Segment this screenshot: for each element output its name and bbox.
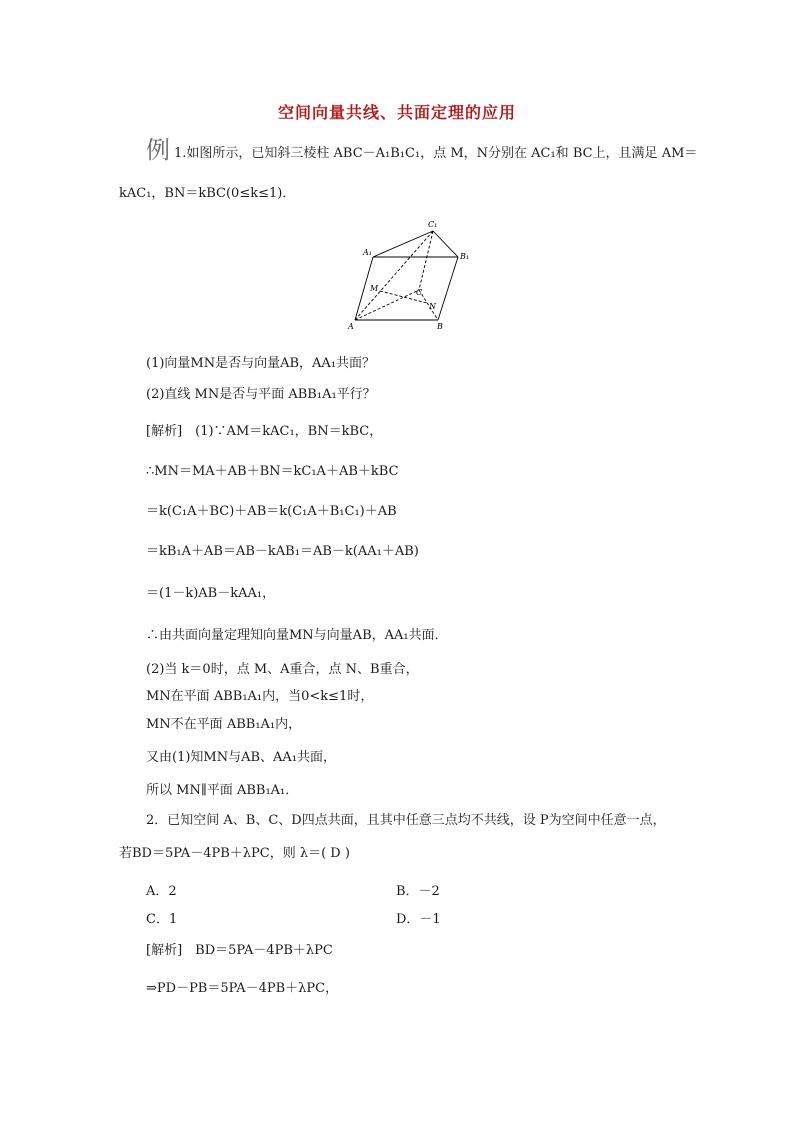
q1-part1: (1)向量MN是否与向量AB，AA₁共面？ [146,356,376,371]
solution1-line: MN不在平面 ABB₁A₁内， [146,717,302,732]
solution1-line: (2)当 k＝0时，点 M、A重合，点 N、B重合， [146,662,419,677]
solution1-line: ∴由共面向量定理知向量MN与向量AB，AA₁共面． [146,628,448,643]
solution1-line: ＝k(C₁A＋BC)＋AB＝k(C₁A＋B₁C₁)＋AB [146,504,397,519]
solution1-line: ∴MN＝MA＋AB＋BN＝kC₁A＋AB＋kBC [146,464,399,479]
solution1-line: MN在平面 ABB₁A₁内，当0<k≤1时， [146,689,374,704]
label-B: B [437,322,443,331]
label-C: C [416,288,423,297]
label-M: M [370,284,379,293]
option-d: D．－1 [396,912,441,927]
label-A: A [348,322,354,331]
option-a: A．2 [146,884,177,899]
solution1-line: [解析] (1)∵AM＝kAC₁，BN＝kBC， [146,424,383,439]
q1-part2: (2)直线 MN是否与平面 ABB₁A₁平行？ [146,387,376,402]
solution2-line: [解析] BD＝5PA－4PB＋λPC [146,943,333,958]
option-b: B．－2 [396,884,440,899]
solution1-line: 又由(1)知MN与AB、AA₁共面， [146,750,337,765]
q1-line1: 1.如图所示，已知斜三棱柱 ABC－A₁B₁C₁，点 M，N分别在 AC₁和 BC上，且满足 AM＝ [174,146,698,161]
q2-line2: 若BD＝5PA－4PB＋λPC，则 λ＝( D ) [119,846,350,861]
solution2-line: ⇒PD－PB＝5PA－4PB＋λPC， [146,981,339,996]
prism-figure [343,215,470,335]
q1-line2: kAC₁，BN＝kBC(0≤k≤1)． [119,186,296,201]
label-C1: C₁ [428,220,438,229]
solution1-line: ＝kB₁A＋AB＝AB－kAB₁＝AB－k(AA₁＋AB) [146,544,419,559]
label-N: N [429,302,436,311]
solution1-line: 所以 MN∥平面 ABB₁A₁． [146,783,299,798]
label-B1: B₁ [460,252,470,261]
option-c: C．1 [146,912,178,927]
page-title: 空间向量共线、共面定理的应用 [277,103,516,122]
example-mark: 例 [146,136,170,164]
q2-line1: 2．已知空间 A、B、C、D四点共面，且其中任意三点均不共线，设 P为空间中任意一点， [146,813,666,828]
label-A1: A₁ [363,248,372,257]
solution1-line: ＝(1－k)AB－kAA₁， [146,586,276,601]
